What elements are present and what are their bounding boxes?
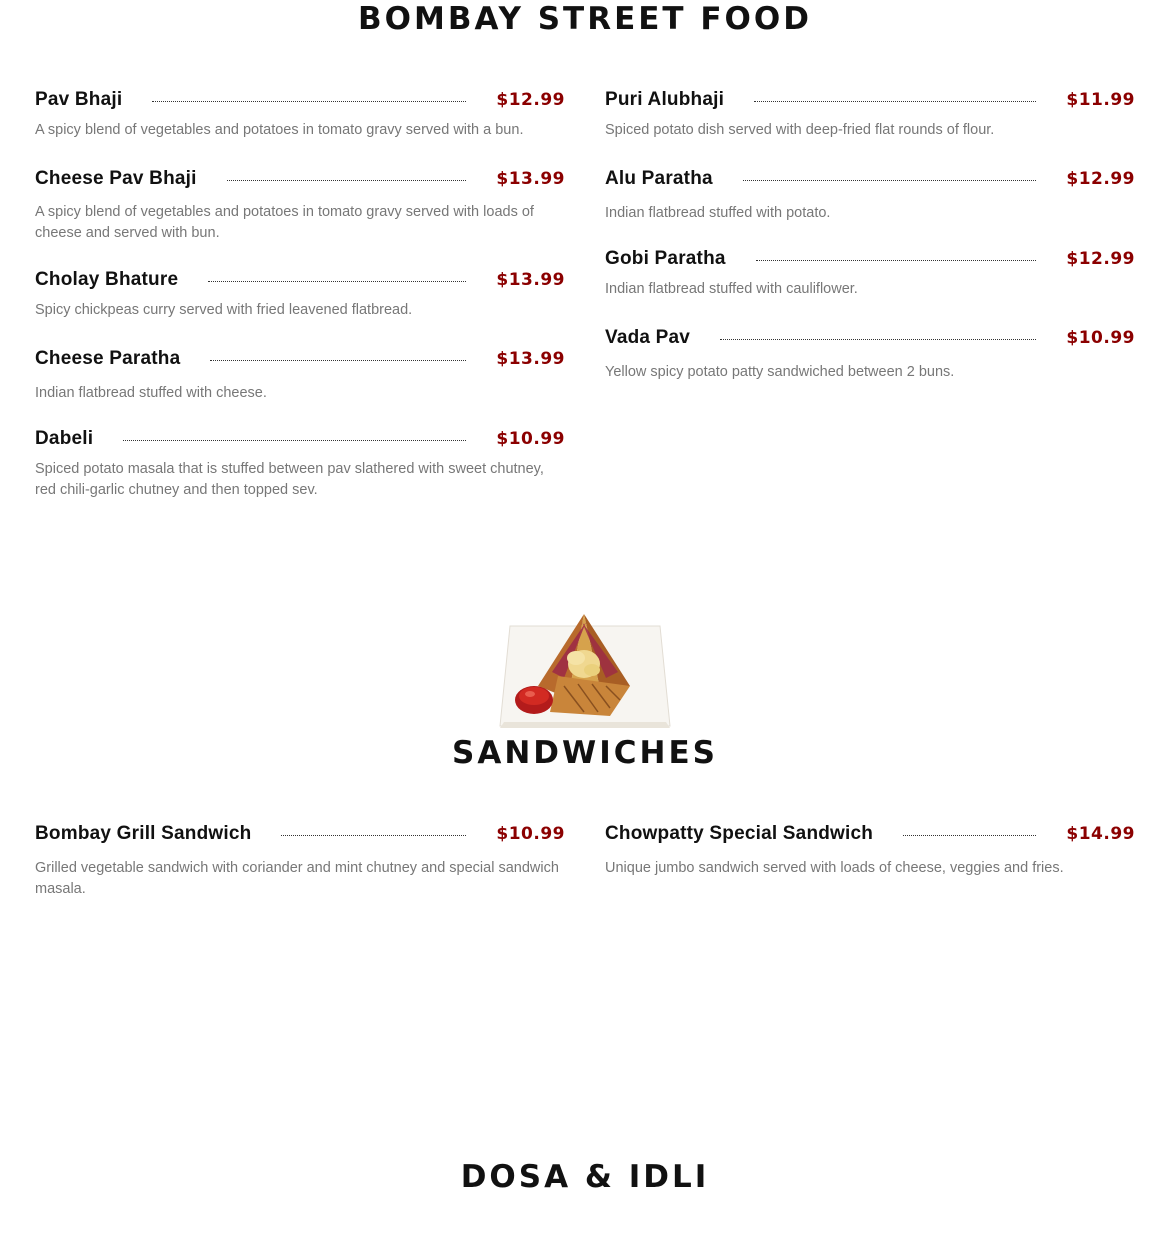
- item-price: $14.99: [1066, 824, 1135, 844]
- menu-item: [605, 167, 1135, 221]
- dotted-leader: [152, 101, 466, 102]
- dotted-leader: [227, 180, 467, 181]
- dotted-leader: [903, 835, 1036, 836]
- item-name: Gobi Paratha: [605, 248, 726, 269]
- menu-item: [35, 822, 565, 897]
- item-price: $12.99: [1066, 169, 1135, 189]
- item-name: Bombay Grill Sandwich: [35, 823, 252, 844]
- menu-item: [605, 326, 1135, 380]
- item-price: $10.99: [496, 429, 565, 449]
- menu-item: [605, 822, 1135, 876]
- item-description: A spicy blend of vegetables and potatoes in tomato gravy served with loads of cheese and served with bun.: [35, 204, 534, 241]
- item-name: Chowpatty Special Sandwich: [605, 823, 874, 844]
- item-description: Indian flatbread stuffed with potato.: [605, 205, 831, 221]
- item-price: $10.99: [1066, 328, 1135, 348]
- item-name: Cheese Paratha: [35, 348, 181, 369]
- menu-item: [35, 268, 565, 318]
- dotted-leader: [754, 101, 1036, 102]
- item-name: Dabeli: [35, 428, 94, 449]
- section-title-street-food: BOMBAY STREET FOOD: [358, 1, 812, 37]
- menu-item: [35, 167, 565, 241]
- item-price: $11.99: [1066, 90, 1135, 110]
- item-price: $13.99: [496, 270, 565, 290]
- dotted-leader: [756, 260, 1037, 261]
- dotted-leader: [210, 360, 466, 361]
- item-price: $12.99: [1066, 249, 1135, 269]
- item-description: A spicy blend of vegetables and potatoes in tomato gravy served with a bun.: [35, 122, 524, 138]
- item-description: Indian flatbread stuffed with cheese.: [35, 385, 267, 401]
- item-price: $13.99: [496, 349, 565, 369]
- item-name: Cheese Pav Bhaji: [35, 168, 197, 189]
- item-price: $12.99: [496, 90, 565, 110]
- dotted-leader: [281, 835, 466, 836]
- dotted-leader: [743, 180, 1037, 181]
- menu-item: [605, 247, 1135, 297]
- menu-item: [605, 88, 1135, 138]
- sandwich-plate-image: [498, 612, 672, 730]
- item-price: $13.99: [496, 169, 565, 189]
- dotted-leader: [720, 339, 1036, 340]
- menu-item: [35, 88, 565, 138]
- item-name: Pav Bhaji: [35, 89, 123, 110]
- dotted-leader: [208, 281, 466, 282]
- item-description: Indian flatbread stuffed with cauliflower.: [605, 281, 858, 297]
- menu-item: [35, 347, 565, 401]
- dotted-leader: [123, 440, 466, 441]
- item-description: Unique jumbo sandwich served with loads of cheese, veggies and fries.: [605, 860, 1064, 876]
- section-title-sandwiches: SANDWICHES: [452, 735, 718, 771]
- item-description: Spiced potato dish served with deep-fried flat rounds of flour.: [605, 122, 995, 138]
- section-title-dosa-idli: DOSA & IDLI: [460, 1159, 710, 1195]
- item-description: Spicy chickpeas curry served with fried leavened flatbread.: [35, 302, 413, 318]
- item-price: $10.99: [496, 824, 565, 844]
- item-description: Grilled vegetable sandwich with coriander and mint chutney and special sandwich masala.: [35, 860, 559, 897]
- item-description: Spiced potato masala that is stuffed between pav slathered with sweet chutney, red chili-garlic chutney and then topped sev.: [35, 461, 544, 498]
- menu-item: [35, 427, 565, 498]
- item-description: Yellow spicy potato patty sandwiched between 2 buns.: [605, 364, 955, 380]
- item-name: Vada Pav: [605, 327, 691, 348]
- item-name: Puri Alubhaji: [605, 89, 725, 110]
- item-name: Alu Paratha: [605, 168, 713, 189]
- item-name: Cholay Bhature: [35, 269, 179, 290]
